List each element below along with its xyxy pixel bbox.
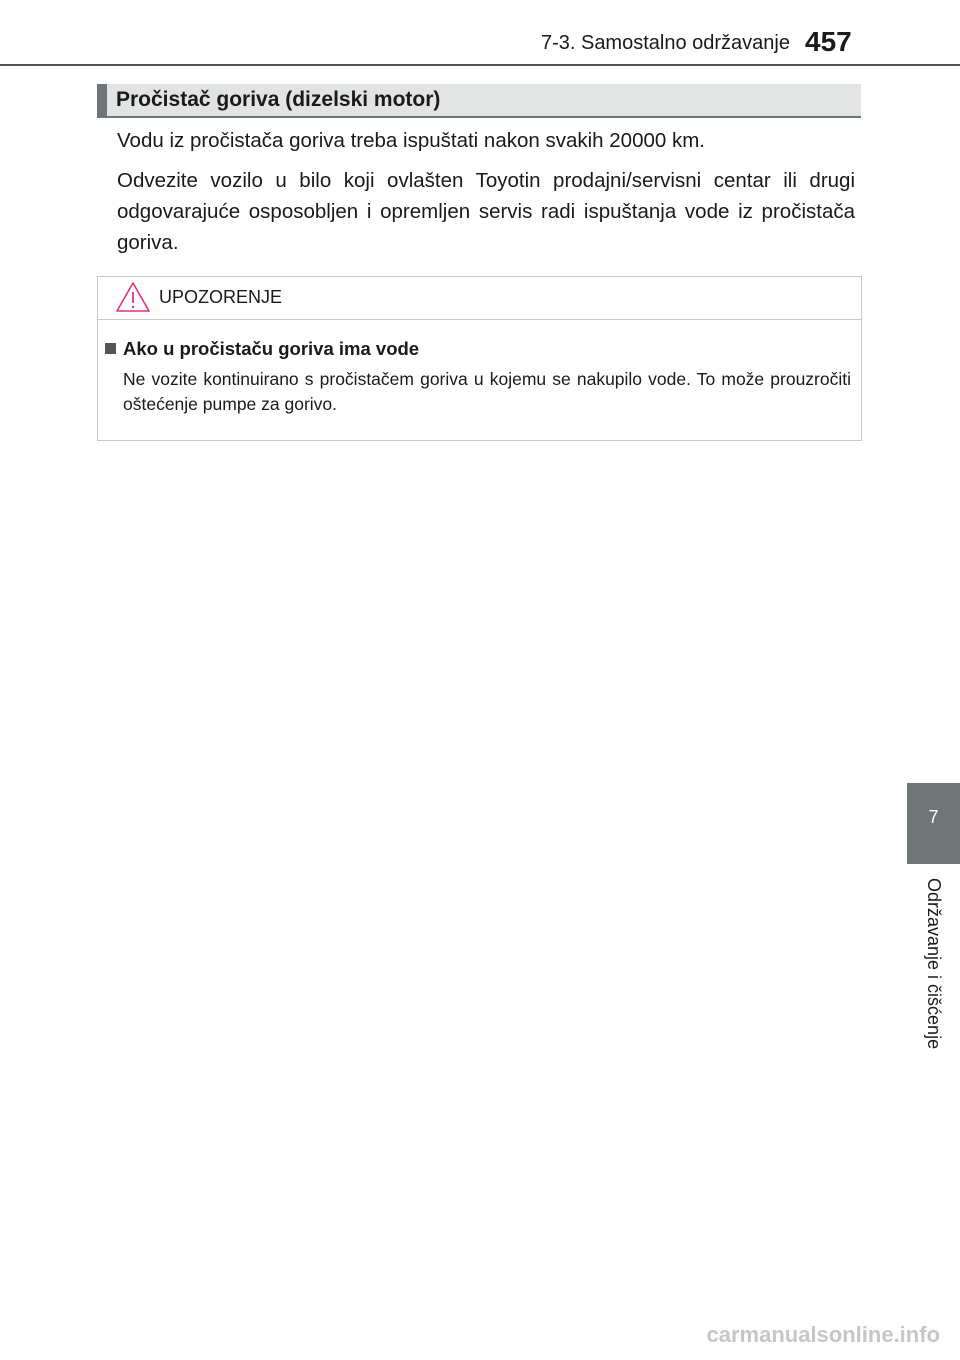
warning-label: UPOZORENJE bbox=[159, 287, 283, 307]
watermark: carmanualsonline.info bbox=[706, 1322, 940, 1347]
warning-item-text: Ne vozite kontinuirano s pročistačem goriva u kojemu se nakupilo vode. To može prouzročiti oštećenje pumpe za gorivo. bbox=[123, 369, 851, 414]
chapter-side-label: Održavanje i čišćenje bbox=[924, 878, 944, 1050]
body-paragraph-1: Vodu iz pročistača goriva treba ispuštati nakon svakih 20000 km. bbox=[117, 129, 705, 152]
section-heading-text: Pročistač goriva (dizelski motor) bbox=[116, 88, 441, 111]
page-number: 457 bbox=[805, 26, 852, 57]
warning-item-title-text: Ako u pročistaču goriva ima vode bbox=[123, 338, 420, 359]
chapter-tab-number: 7 bbox=[928, 807, 939, 827]
square-bullet-icon bbox=[105, 343, 116, 354]
body-paragraph-2: Odvezite vozilo u bilo koji ovlašten Toyotin prodajni/servisni centar ili drugi odgovarajuće osposobljen i opremljen servis radi ispuštanja vode iz pročistača goriva. bbox=[117, 169, 855, 254]
warning-header bbox=[98, 277, 861, 320]
warning-triangle-icon bbox=[115, 281, 151, 313]
warning-box bbox=[97, 276, 862, 441]
chapter-tab bbox=[907, 783, 960, 864]
chapter-title: 7-3. Samostalno održavanje bbox=[540, 32, 790, 54]
header-divider bbox=[0, 64, 960, 66]
section-heading bbox=[97, 84, 861, 118]
warning-item-title bbox=[105, 338, 419, 360]
